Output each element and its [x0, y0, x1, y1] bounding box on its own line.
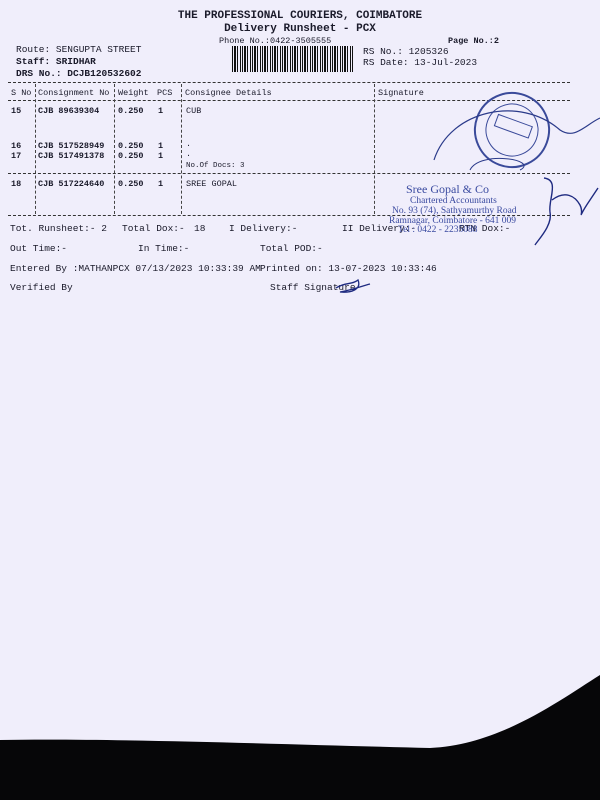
stamp-line: Ramnagar, Coimbatore - 641 009 — [389, 216, 517, 226]
row-sno: 15 — [11, 106, 22, 116]
printed-on: Printed on: 13-07-2023 10:33:46 — [260, 263, 437, 274]
company-title: THE PROFESSIONAL COURIERS, COIMBATORE — [177, 10, 423, 22]
scan-shadow — [0, 675, 600, 800]
handwritten-signature — [535, 178, 598, 245]
bank-seal — [465, 83, 560, 178]
row-weight: 0.250 — [118, 141, 144, 151]
row-pcs: 1 — [158, 141, 164, 151]
total-dox-label: Total Dox:- — [122, 223, 185, 234]
row-pcs: 1 — [158, 106, 164, 116]
total-dox-value: 18 — [194, 223, 206, 234]
staff-label: Staff: SRIDHAR — [16, 56, 96, 67]
header-weight: Weight — [118, 88, 149, 98]
docs-count-note: No.Of Docs: 3 — [186, 162, 245, 170]
row-consignment: CJB 517528949 — [38, 141, 105, 151]
row-details: CUB — [186, 106, 202, 116]
stamp-line: No. 93 (74), Sathyamurthy Road — [392, 206, 517, 216]
stamp-line: Tel : 0422 - 2235088 — [398, 225, 478, 235]
handwritten-signature — [434, 111, 600, 160]
staff-signature-label: Staff Signature — [270, 282, 356, 293]
drs-number: DRS No.: DCJB120532602 — [16, 68, 142, 79]
row-pcs: 1 — [158, 179, 164, 189]
stamp-company-name: Sree Gopal & Co — [406, 182, 489, 196]
row-sno: 16 — [11, 141, 22, 151]
header-pcs: PCS — [157, 88, 173, 98]
document-title: Delivery Runsheet - PCX — [224, 23, 376, 35]
total-runsheet: Tot. Runsheet:- 2 — [10, 223, 107, 234]
page-number: Page No.:2 — [448, 36, 500, 46]
row-pcs: 1 — [158, 151, 164, 161]
out-time: Out Time:- — [10, 243, 68, 254]
header-consignee: Consignee Details — [185, 88, 272, 98]
in-time: In Time:- — [138, 243, 190, 254]
rs-date: RS Date: 13-Jul-2023 — [363, 57, 478, 68]
row-weight: 0.250 — [118, 179, 144, 189]
second-delivery: II Delivery:- — [342, 223, 417, 234]
row-sno: 17 — [11, 151, 22, 161]
stamp-line: Chartered Accountants — [410, 196, 497, 206]
row-consignment: CJB 89639304 — [38, 106, 100, 116]
staff-signature-scribble — [336, 280, 370, 292]
row-sno: 18 — [11, 179, 22, 189]
entered-by: Entered By :MATHANPCX 07/13/2023 10:33:39 AM — [10, 263, 261, 274]
row-details: . — [186, 149, 192, 159]
row-details: SREE GOPAL — [186, 179, 238, 189]
header-consignment: Consignment No — [38, 88, 110, 98]
return-dox: RTN Dox:- — [459, 223, 511, 234]
phone-number: Phone No.:0422-3505555 — [219, 36, 332, 46]
header-sno: S No — [11, 88, 32, 98]
route-label: Route: SENGUPTA STREET — [16, 44, 142, 55]
row-weight: 0.250 — [118, 106, 144, 116]
row-consignment: CJB 517491378 — [38, 151, 105, 161]
first-delivery: I Delivery:- — [229, 223, 298, 234]
total-pod: Total POD:- — [260, 243, 323, 254]
row-weight: 0.250 — [118, 151, 144, 161]
row-consignment: CJB 517224640 — [38, 179, 105, 189]
verified-by: Verified By — [10, 282, 73, 293]
rs-number: RS No.: 1205326 — [363, 46, 449, 57]
header-signature: Signature — [378, 88, 424, 98]
row-details: . — [186, 139, 192, 149]
